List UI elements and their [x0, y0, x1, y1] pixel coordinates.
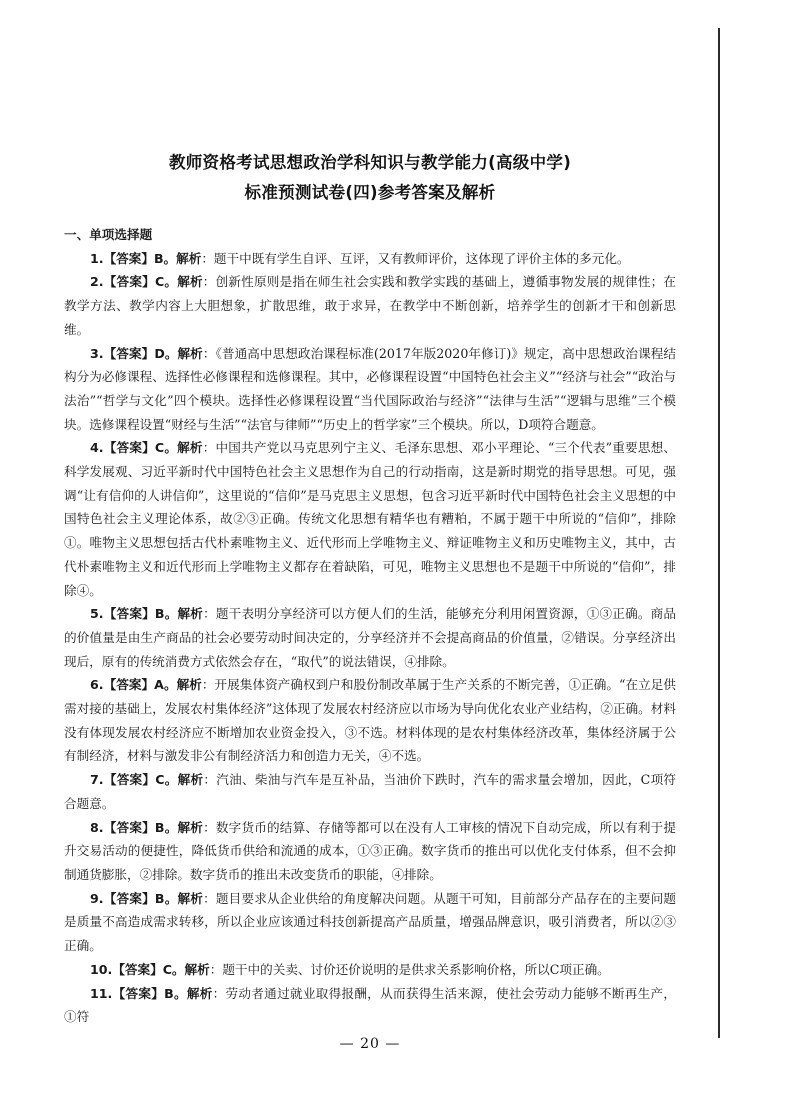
answer-choice: C。 — [162, 961, 185, 977]
answer-tag: 【答案】 — [103, 440, 155, 456]
analysis-text: 中国共产党以马克思列宁主义、毛泽东思想、邓小平理论、“三个代表”重要思想、科学发展观、习近平新时代中国特色社会主义思想作为自己的行动指南，这是新时期党的指导思想。可见，强调“让有信仰的人讲信仰”，这里说的“信仰”是马克思主义思想，包含习近平新时代中国特色社会主义思想的中国特色社会主义理论体系，故②③正确。传统文化思想有精华也有糟粕，不属于题干中所说的“信仰”，排除①。唯物主义思想包括古代朴素唯物主义、近代形而上学唯物主义、辩证唯物主义和历史唯物主义，其中，古代朴素唯物主义和近代形而上学唯物主义都存在着缺陷，可见，唯物主义思想也不是题干中所说的“信仰”，排除④。 — [64, 440, 677, 598]
answer-choice: B。 — [154, 819, 178, 835]
answer-item: 3.【答案】D。解析：《普通高中思想政治课程标准(2017年版2020年修订)》规定，高中思想政治课程结构分为必修课程、选择性必修课程和选修课程。其中，必修课程设置“中国特色社会主义”“经济与社会”“政治与法治”“哲学与文化”四个模块。选择性必修课程设置“当代国际政治与经济”“法律与生活”“逻辑与思维”三个模块。选修课程设置“财经与生活”“法官与律师”“历史上的哲学家”三个模块。所以，D项符合题意。 — [64, 345, 676, 432]
item-number: 11. — [90, 985, 113, 1001]
analysis-tag: 解析 — [177, 274, 203, 290]
answer-tag: 【答案】 — [103, 772, 156, 788]
answer-tag: 【答案】 — [112, 985, 165, 1001]
analysis-tag: 解析 — [176, 677, 202, 693]
analysis-tag: 解析 — [176, 250, 202, 266]
answer-item: 10.【答案】C。解析：题干中的关卖、讨价还价说明的是供求关系影响价格，所以C项正确。 — [90, 961, 610, 977]
answer-choice: B。 — [154, 606, 178, 622]
answer-item: 1.【答案】B。解析：题干中既有学生自评、互评，又有教师评价，这体现了评价主体的多元化。 — [90, 250, 630, 266]
answer-item: 5.【答案】B。解析：题干表明分享经济可以方便人们的生活，能够充分利用闲置资源，①③正确。商品的价值量是由生产商品的社会必要劳动时间决定的，分享经济并不会提高商品的价值量，②错误。分享经济出现后，原有的传统消费方式依然会存在，“取代”的说法错误，④排除。 — [64, 606, 677, 669]
answer-list — [64, 247, 676, 1029]
answer-tag: 【答案】 — [103, 677, 155, 693]
section-heading: 一、单项选择题 — [64, 227, 153, 242]
analysis-tag: 解析 — [177, 890, 204, 906]
item-number: 2. — [90, 274, 104, 290]
answer-item: 4.【答案】C。解析：中国共产党以马克思列宁主义、毛泽东思想、邓小平理论、“三个代表”重要思想、科学发展观、习近平新时代中国特色社会主义思想作为自己的行动指南，这是新时期党的指导思想。可见，强调“让有信仰的人讲信仰”，这里说的“信仰”是马克思主义思想，包含习近平新时代中国特色社会主义思想的中国特色社会主义理论体系，故②③正确。传统文化思想有精华也有糟粕，不属于题干中所说的“信仰”，排除①。唯物主义思想包括古代朴素唯物主义、近代形而上学唯物主义、辩证唯物主义和历史唯物主义，其中，古代朴素唯物主义和近代形而上学唯物主义都存在着缺陷，可见，唯物主义思想也不是题干中所说的“信仰”，排除④。 — [64, 440, 677, 598]
analysis-text: 《普通高中思想政治课程标准(2017年版2020年修订)》规定，高中思想政治课程结构分为必修课程、选择性必修课程和选修课程。其中，必修课程设置“中国特色社会主义”“经济与社会”“政治与法治”“哲学与文化”四个模块。选择性必修课程设置“当代国际政治与经济”“法律与生活”“逻辑与思维”三个模块。选修课程设置“财经与生活”“法官与律师”“历史上的哲学家”三个模块。所以，D项符合题意。 — [64, 345, 676, 432]
page-edge-line — [718, 28, 720, 1038]
analysis-tag: 解析 — [177, 345, 203, 361]
answer-tag: 【答案】 — [103, 819, 155, 835]
analysis-text: 题干中既有学生自评、互评，又有教师评价，这体现了评价主体的多元化。 — [213, 250, 630, 266]
answer-item: 2.【答案】C。解析：创新性原则是指在师生社会实践和教学实践的基础上，遵循事物发展的规律性；在教学方法、教学内容上大胆想象，扩散思维，敢于求异，在教学中不断创新，培养学生的创新才干和创新思维。 — [64, 274, 677, 337]
answer-content — [64, 223, 676, 1029]
answer-tag: 【答案】 — [103, 345, 155, 361]
item-number: 7. — [90, 772, 104, 788]
analysis-tag: 解析 — [186, 985, 213, 1001]
analysis-text: 劳动者通过就业取得报酬，从而获得生活来源，使社会劳动力能够不断再生产，①符 — [64, 985, 677, 1025]
answer-choice: C。 — [154, 274, 178, 290]
title-line-1: 教师资格考试思想政治学科知识与教学能力(高级中学) — [168, 153, 572, 172]
title-line-2: 标准预测试卷(四)参考答案及解析 — [244, 183, 496, 202]
answer-tag: 【答案】 — [103, 606, 155, 622]
analysis-text: 题干表明分享经济可以方便人们的生活，能够充分利用闲置资源，①③正确。商品的价值量是由生产商品的社会必要劳动时间决定的，分享经济并不会提高商品的价值量，②错误。分享经济出现后，原有的传统消费方式依然会存在，“取代”的说法错误，④排除。 — [64, 606, 677, 669]
answer-tag: 【答案】 — [103, 274, 155, 290]
answer-choice: B。 — [164, 985, 187, 1001]
item-number: 3. — [90, 345, 104, 361]
analysis-text: 开展集体资产确权到户和股份制改革属于生产关系的不断完善，①正确。“在立足供需对接的基础上，发展农村集体经济”这体现了发展农村经济应以市场为导向优化农业产业结构，②正确。材料没有体现发展农村经济应不断增加农业资金投入，③不选。材料体现的是农村集体经济改革，集体经济属于公有制经济，材料与激发非公有制经济活力和创造力无关，④不选。 — [64, 677, 676, 764]
analysis-text: 创新性原则是指在师生社会实践和教学实践的基础上，遵循事物发展的规律性；在教学方法、教学内容上大胆想象，扩散思维，敢于求异，在教学中不断创新，培养学生的创新才干和创新思维。 — [64, 274, 677, 337]
analysis-tag: 解析 — [177, 772, 204, 788]
answer-choice: D。 — [154, 345, 178, 361]
item-number: 5. — [90, 606, 104, 622]
answer-choice: C。 — [155, 772, 178, 788]
item-number: 8. — [90, 819, 104, 835]
analysis-text: 数字货币的结算、存储等都可以在没有人工审核的情况下自动完成，所以有利于提升交易活动的便捷性，降低货币供给和流通的成本，①③正确。数字货币的推出可以优化支付体系，但不会抑制通货膨胀，②排除。数字货币的推出未改变货币的职能，④排除。 — [64, 819, 677, 882]
item-number: 1. — [90, 250, 104, 266]
analysis-text: 题目要求从企业供给的角度解决问题。从题干可知，目前部分产品存在的主要问题是质量不高造成需求转移，所以企业应该通过科技创新提高产品质量，增强品牌意识，吸引消费者，所以②③正确。 — [64, 890, 677, 954]
answer-tag: 【答案】 — [112, 961, 163, 977]
answer-item: 7.【答案】C。解析：汽油、柴油与汽车是互补品，当油价下跌时，汽车的需求量会增加，因此，C项符合题意。 — [64, 772, 677, 811]
answer-choice: B。 — [154, 890, 178, 906]
item-number: 10. — [90, 961, 113, 977]
analysis-tag: 解析 — [177, 819, 204, 835]
analysis-text: 题干中的关卖、讨价还价说明的是供求关系影响价格，所以C项正确。 — [222, 961, 610, 977]
answer-tag: 【答案】 — [103, 250, 154, 266]
analysis-tag: 解析 — [184, 961, 210, 977]
analysis-tag: 解析 — [177, 440, 203, 456]
answer-item: 6.【答案】A。解析：开展集体资产确权到户和股份制改革属于生产关系的不断完善，①正确。“在立足供需对接的基础上，发展农村集体经济”这体现了发展农村经济应以市场为导向优化农业产业结构，②正确。材料没有体现发展农村经济应不断增加农业资金投入，③不选。材料体现的是农村集体经济改革，集体经济属于公有制经济，材料与激发非公有制经济活力和创造力无关，④不选。 — [64, 677, 676, 764]
analysis-text: 汽油、柴油与汽车是互补品，当油价下跌时，汽车的需求量会增加，因此，C项符合题意。 — [64, 772, 677, 811]
answer-choice: A。 — [154, 677, 177, 693]
answer-item: 11.【答案】B。解析：劳动者通过就业取得报酬，从而获得生活来源，使社会劳动力能够不断再生产，①符 — [64, 985, 677, 1025]
page-number: — 20 — — [339, 1036, 401, 1052]
item-number: 9. — [90, 890, 104, 906]
answer-choice: B。 — [153, 250, 177, 266]
item-number: 4. — [90, 440, 104, 456]
answer-item: 9.【答案】B。解析：题目要求从企业供给的角度解决问题。从题干可知，目前部分产品存在的主要问题是质量不高造成需求转移，所以企业应该通过科技创新提高产品质量，增强品牌意识，吸引消费者，所以②③正确。 — [64, 890, 677, 954]
item-number: 6. — [90, 677, 104, 693]
answer-choice: C。 — [154, 440, 178, 456]
analysis-tag: 解析 — [177, 606, 204, 622]
answer-item: 8.【答案】B。解析：数字货币的结算、存储等都可以在没有人工审核的情况下自动完成，所以有利于提升交易活动的便捷性，降低货币供给和流通的成本，①③正确。数字货币的推出可以优化支付体系，但不会抑制通货膨胀，②排除。数字货币的推出未改变货币的职能，④排除。 — [64, 819, 677, 882]
document-title — [60, 148, 680, 208]
answer-tag: 【答案】 — [103, 890, 155, 906]
